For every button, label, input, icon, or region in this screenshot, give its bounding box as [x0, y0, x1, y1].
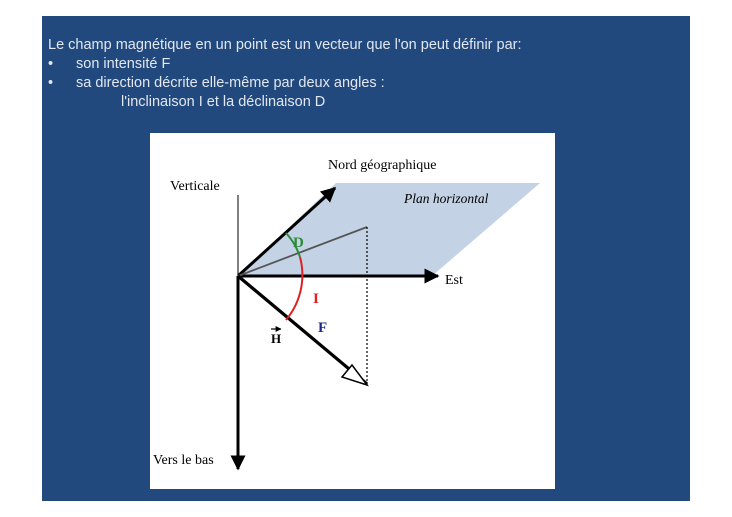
diagram-svg: [150, 133, 555, 489]
plane-label: Plan horizontal: [404, 191, 489, 206]
field-label: F: [318, 320, 328, 336]
bullet-item-intensity: [48, 55, 522, 74]
north-label: Nord géographique: [328, 158, 437, 173]
down-label: Vers le bas: [153, 453, 214, 468]
bullet-item-direction: [48, 74, 522, 93]
magnetic-field-diagram: [150, 133, 555, 489]
bullet-continuation: l'inclinaison I et la déclinaison D: [121, 94, 326, 110]
declination-label: D: [293, 235, 304, 251]
bullet-glyph: •: [48, 75, 54, 91]
inclination-label: I: [313, 291, 319, 307]
slide-text: [48, 36, 522, 112]
bullet-glyph: •: [48, 56, 54, 72]
slide: [42, 16, 690, 501]
intro-text: Le champ magnétique en un point est un vecteur que l'on peut définir par:: [48, 37, 522, 53]
field-vector-arrow: [238, 276, 367, 384]
bullet-text-direction: sa direction décrite elle-même par deux angles :: [76, 75, 385, 91]
horizontal-plane: [238, 183, 540, 276]
bullet-text-intensity: son intensité F: [76, 56, 171, 72]
vertical-label: Verticale: [170, 179, 220, 194]
horizontal-component-label: H: [271, 331, 282, 346]
east-label: Est: [445, 273, 463, 288]
